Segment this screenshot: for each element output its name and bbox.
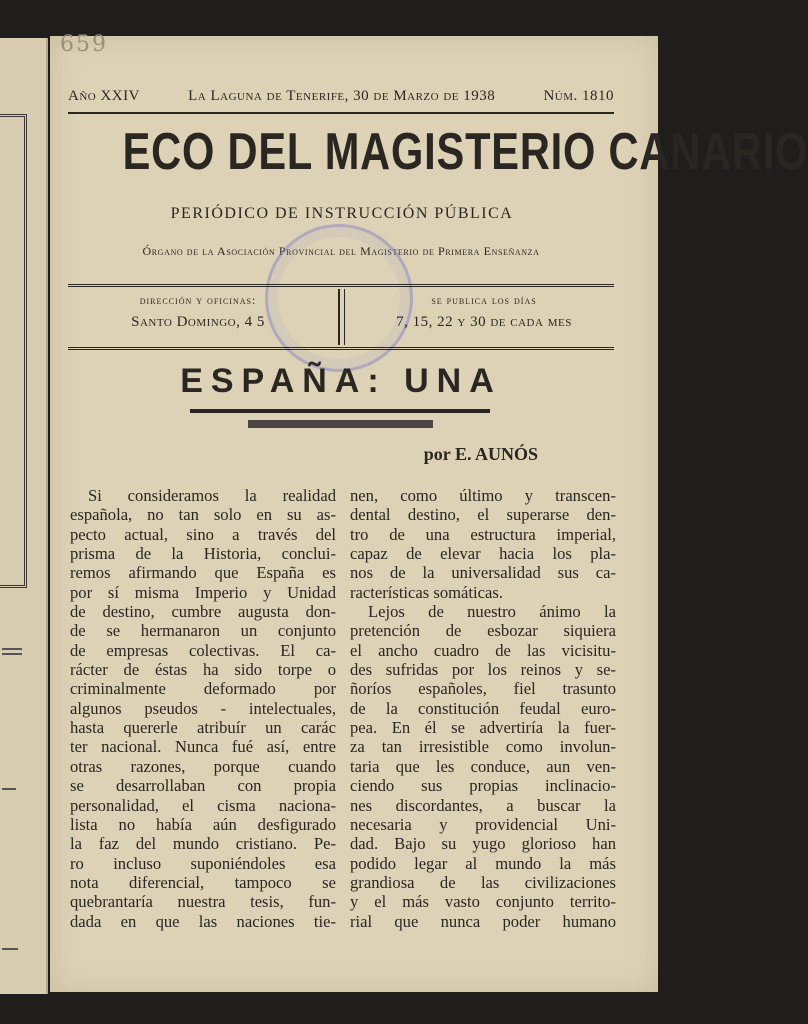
masthead: ECO DEL MAGISTERIO CANARIO — [122, 123, 808, 181]
article-line: capaz de elevar hacia los pla- — [350, 544, 616, 564]
article-line: remos afirmando que España es — [70, 563, 336, 583]
address-label: dirección y oficinas: — [139, 293, 257, 307]
article-line: lista no había aún desfigurado — [70, 814, 336, 834]
previous-page-frame — [0, 114, 27, 588]
article-line: se desarrollaban con propia — [70, 776, 336, 796]
article-line: racterísticas somáticas. — [350, 582, 503, 602]
article-byline: por E. AUNÓS — [423, 444, 538, 464]
article-title: ESPAÑA: UNA — [180, 362, 502, 400]
article-line: Lejos de nuestro ánimo la — [368, 602, 616, 622]
masthead-subtitle: PERIÓDICO DE INSTRUCCIÓN PÚBLICA — [170, 205, 514, 222]
newspaper-page — [50, 32, 808, 992]
article-line: el ancho cuadro de las vicisitu- — [350, 640, 616, 660]
issue-place-date: La Laguna de Tenerife, 30 de Marzo de 1938 — [188, 88, 496, 104]
article-line: de destino, cumbre augusta don- — [70, 602, 336, 622]
title-rule-thick — [248, 420, 433, 428]
schedule-value: 7, 15, 22 y 30 de cada mes — [396, 314, 572, 330]
article-line: tro de una estructura imperial, — [350, 524, 616, 544]
article-line: nen, como último y transcen- — [350, 486, 616, 505]
schedule-label: se publica los días — [431, 293, 537, 307]
issue-year: Año XXIV — [68, 88, 140, 104]
article-line: criminalmente deformado por — [70, 679, 336, 699]
article-line: y el más vasto conjunto territo- — [350, 892, 616, 912]
previous-page-edge — [0, 38, 48, 994]
article-line: por sí misma Imperio y Unidad — [70, 582, 336, 602]
title-rule — [190, 409, 490, 413]
previous-page-mark — [2, 648, 22, 650]
article-line: prisma de la Historia, conclui- — [70, 544, 336, 564]
article-line: nes discordantes, a buscar la — [350, 795, 616, 815]
article-line: hasta quererle atribuír un carác — [70, 718, 336, 738]
article-line: rácter de éstas ha sido torpe o — [70, 660, 336, 680]
article-line: de empresas colectivas. El ca- — [70, 640, 336, 660]
article-line: nota diferencial, tampoco se — [70, 872, 336, 892]
article-line: la faz del mundo cristiano. Pe- — [70, 834, 336, 854]
article-line: rial que nunca poder humano — [350, 911, 616, 931]
article-line: otras razones, porque cuando — [70, 756, 336, 776]
article-line: de se hermanaron un conjunto — [70, 621, 336, 641]
article-line: pecto actual, sino a través del — [70, 524, 336, 544]
article-line: ter nacional. Nunca fué así, entre — [70, 737, 336, 757]
article-line: dental destino, el superarse den- — [350, 505, 616, 525]
schedule-block — [354, 293, 614, 331]
address-value: Santo Domingo, 4 5 — [131, 314, 265, 330]
article-line: ro incluso suponiéndoles esa — [70, 853, 336, 873]
article-line: dada en que las naciones tie- — [70, 911, 336, 931]
article-line: pea. En él se advertiría la fuer- — [350, 718, 616, 738]
previous-page-mark — [2, 653, 22, 655]
article-line: necesaria y providencial Uni- — [350, 814, 616, 834]
header-rule — [68, 112, 614, 114]
article-column-1 — [70, 486, 336, 931]
article-line: nos de la universalidad sus ca- — [350, 563, 616, 583]
article-column-2 — [350, 486, 616, 931]
info-divider — [338, 289, 345, 345]
article-line: española, no tan solo en su as- — [70, 505, 336, 525]
masthead-organ: Órgano de la Asociación Provincial del Magisterio de Primera Enseñanza — [142, 244, 540, 258]
issue-header — [68, 88, 614, 105]
article-line: Si consideramos la realidad — [88, 486, 336, 505]
article-line: ciendo sus propias inclinacio- — [350, 776, 616, 796]
article-line: personalidad, el cisma naciona- — [70, 795, 336, 815]
article-line: dad. Bajo su yugo glorioso han — [350, 834, 616, 854]
article-line: pretención de esbozar siquiera — [350, 621, 616, 641]
article-line: ñoríos españoles, fiel trasunto — [350, 679, 616, 699]
article-line: za tan irresistible como involun- — [350, 737, 616, 757]
article-line: taria que les conduce, aun ven- — [350, 756, 616, 776]
article-line: algunos pseudos - intelectuales, — [70, 698, 336, 718]
article-line: podido legar al mundo la más — [350, 853, 616, 873]
previous-page-mark — [2, 788, 16, 790]
page-folio: 659 — [60, 32, 108, 57]
article-line: des sufridas por los reinos y se- — [350, 660, 616, 680]
article-line: grandiosa de las civilizaciones — [350, 872, 616, 892]
info-box — [68, 284, 614, 350]
address-block — [68, 293, 328, 331]
issue-number: Núm. 1810 — [543, 88, 614, 104]
article-line: quebrantaría nuestra tesis, fun- — [70, 892, 336, 912]
article-line: de la constitución feudal euro- — [350, 698, 616, 718]
previous-page-mark — [2, 948, 18, 950]
